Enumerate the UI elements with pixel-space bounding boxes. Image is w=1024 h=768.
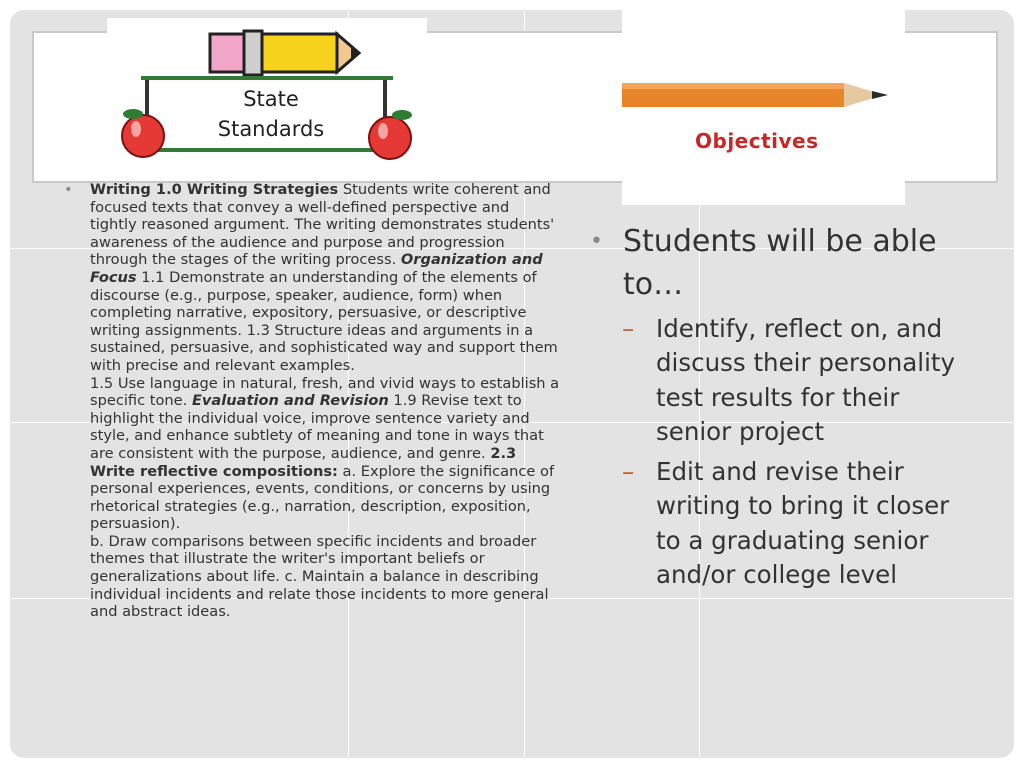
standards-text-run: 1.5 Use language in natural, fresh, and vivid ways to establish a specific tone.	[90, 374, 560, 410]
objectives-image	[622, 10, 905, 205]
objectives-main-text: Students will be able to…	[623, 224, 937, 302]
standards-text-run: Students write coherent and focused texts that convey a well-defined perspective and tightly reasoned argument. The writing demonstrates students' awareness of the audience and purpose and progression through the stages of the writing process.	[90, 181, 555, 269]
objectives-main-item	[590, 220, 980, 306]
objectives-list	[590, 220, 980, 592]
standards-text-run: a. Explore the significance of personal experiences, events, conditions, or concerns by using rhetorical strategies (e.g., narration, description, exposition, persuasion).	[90, 462, 555, 533]
state-standards-illustration	[107, 18, 427, 166]
standards-text-block	[64, 181, 560, 621]
standards-paragraph	[90, 181, 559, 620]
standards-heading: Organization and Focus	[90, 251, 543, 286]
pencil-highlight	[622, 83, 844, 89]
standards-label: Standards	[217, 117, 325, 141]
dash: –	[622, 314, 635, 343]
objective-item	[590, 455, 980, 592]
pencil-lead	[872, 91, 888, 99]
objective-text: Edit and revise their writing to bring it closer to a graduating senior and/or college level	[656, 457, 950, 590]
standards-heading: 2.3 Write reflective compositions:	[90, 444, 517, 480]
state-label: State	[243, 87, 299, 111]
standards-text-run: 1.9 Revise text to highlight the individual voice, improve sentence variety and style, and enhance subtlety of meaning and tone in ways that are consistent with the purpose, audience, and genre.	[90, 392, 544, 462]
standards-heading: Evaluation and Revision	[191, 392, 389, 410]
orange-pencil-illustration	[622, 10, 905, 205]
objectives-image-label: Objectives	[695, 129, 819, 153]
objective-text: Identify, reflect on, and discuss their personality test results for their senior project	[656, 314, 956, 446]
pencil-eraser	[210, 34, 244, 72]
bullet: •	[64, 181, 73, 198]
pencil-body	[262, 34, 337, 72]
dash: –	[622, 457, 635, 487]
standards-text-run: 1.1 Demonstrate an understanding of the elements of discourse (e.g., purpose, speaker, audience, form) when completing narrative, expository, persuasive, or descriptive writing assignments. 1.3 Structure ideas and arguments in a sustained, persuasive, and sophisticated way and support them with precise and relevant examples.	[90, 268, 558, 374]
standards-text-run: b. Draw comparisons between specific incidents and broader themes that illustrate the writer's important beliefs or generalizations about life. c. Maintain a balance in describing individual incidents and relate those incidents to more general and abstract ideas.	[90, 532, 549, 621]
apple-left-icon	[122, 109, 164, 157]
state-standards-image	[107, 18, 427, 166]
apple-right-icon	[369, 110, 412, 159]
objective-item	[590, 312, 980, 449]
pencil-ferrule	[244, 31, 262, 75]
bullet: •	[590, 229, 603, 254]
standards-heading: Writing 1.0 Writing Strategies	[90, 181, 339, 198]
